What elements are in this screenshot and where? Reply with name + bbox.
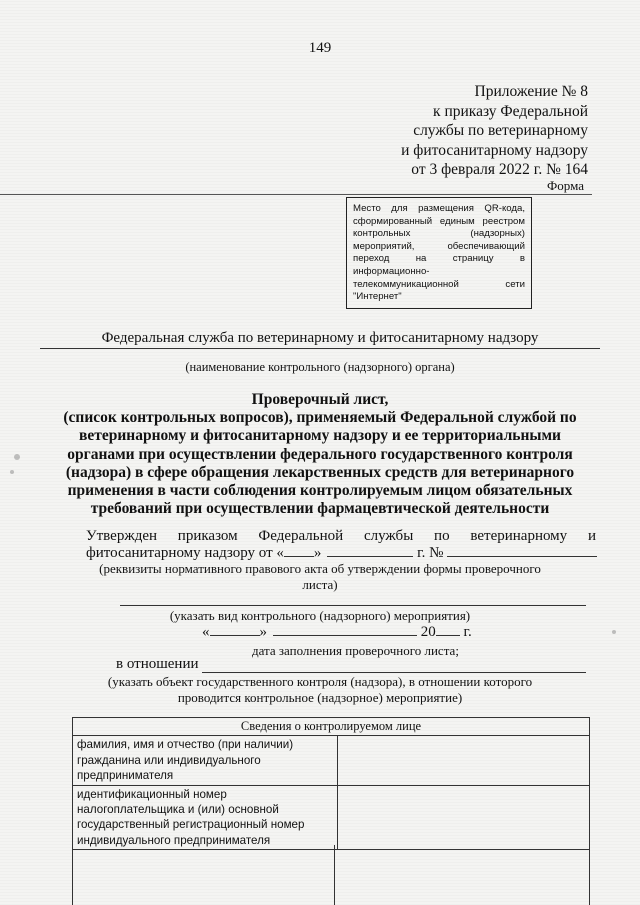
appendix-line: и фитосанитарному надзору	[401, 141, 588, 159]
scan-speck	[10, 470, 14, 474]
day-blank[interactable]	[284, 556, 314, 557]
fill-day-blank[interactable]	[210, 635, 260, 636]
title-line: требований при осуществлении фармацевтической деятельности	[90, 500, 550, 518]
appendix-line: Приложение № 8	[474, 83, 588, 100]
order-number-blank[interactable]	[447, 556, 597, 557]
fill-month-blank[interactable]	[273, 635, 417, 636]
table-header: Сведения о контролируемом лице	[73, 718, 590, 736]
table-row	[73, 736, 590, 785]
row-value[interactable]	[338, 736, 590, 785]
subject-blank[interactable]	[202, 672, 586, 673]
caption-line: (реквизиты нормативного правового акта об утверждении формы проверочного	[99, 561, 541, 576]
quote-close: »	[259, 624, 267, 640]
title-line: применения в части соблюдения контролируемым лицом обязательных	[67, 482, 573, 500]
approval-line-2	[86, 545, 597, 562]
row-label: фамилия, имя и отчество (при наличии) гражданина или индивидуального предпринимателя	[73, 736, 338, 785]
subject-prefix: в отношении	[116, 656, 199, 672]
title-line: органами при осуществлении федерального государственного контроля	[67, 445, 573, 463]
appendix-header	[401, 82, 588, 180]
table-continuation-right	[589, 845, 593, 905]
quote-open: «	[202, 624, 210, 640]
year-suffix: г.	[463, 624, 472, 640]
page-number: 149	[308, 40, 332, 56]
controlled-person-table	[72, 717, 590, 850]
agency-name: Федеральная служба по ветеринарному и фитосанитарному надзору	[101, 330, 539, 346]
table-continuation-mid	[334, 845, 338, 905]
appendix-line: к приказу Федеральной	[433, 102, 588, 120]
approval-line: Утвержден приказом Федеральной службы по ветеринарному и	[86, 528, 596, 544]
subject-caption	[40, 674, 600, 706]
form-label: Форма	[547, 178, 584, 193]
approval-prefix: фитосанитарному надзору от «	[86, 545, 284, 561]
quote-close: »	[313, 545, 322, 561]
approval-caption	[40, 561, 600, 593]
caption-line: листа)	[302, 577, 338, 592]
title-line: ветеринарному и фитосанитарному надзору и ее территориальными	[79, 427, 561, 445]
title-line: (надзора) в сфере обращения лекарственных средств для ветеринарного	[65, 463, 575, 481]
agency-underline	[40, 348, 600, 349]
appendix-line: службы по ветеринарному	[413, 122, 588, 139]
agency-caption: (наименование контрольного (надзорного) органа)	[185, 360, 455, 374]
caption-line: проводится контрольное (надзорное) мероприятие)	[177, 690, 463, 705]
fill-year-blank[interactable]	[436, 635, 460, 636]
table-continuation-left	[72, 845, 76, 905]
year-number-label: г. №	[417, 545, 444, 561]
table-row	[73, 785, 590, 850]
approval-statement	[86, 527, 596, 545]
scan-speck	[612, 630, 616, 634]
appendix-line: от 3 февраля 2022 г. № 164	[411, 161, 588, 178]
event-type-blank[interactable]	[120, 605, 586, 606]
document-title	[40, 391, 600, 518]
title-line: Проверочный лист,	[251, 391, 389, 408]
fill-date-caption: дата заполнения проверочного листа;	[252, 643, 459, 658]
month-blank[interactable]	[327, 556, 413, 557]
century: 20	[420, 624, 436, 640]
form-rule	[0, 194, 592, 195]
row-value[interactable]	[338, 785, 590, 850]
title-line: (список контрольных вопросов), применяемый Федеральной службой по	[63, 409, 577, 427]
caption-line: (указать объект государственного контроля (надзора), в отношении которого	[107, 674, 533, 689]
fill-date-row	[202, 624, 472, 641]
qr-code-placeholder: Место для размещения QR-кода, сформированный единым реестром контрольных (надзорных) мероприятий, обеспечивающий переход на страницу в информационно-телекоммуникационной сети "Интернет"	[346, 197, 532, 309]
row-label: идентификационный номер налогоплательщика и (или) основной государственный регистрационный номер индивидуального предпринимателя	[73, 785, 338, 850]
event-type-caption: (указать вид контрольного (надзорного) мероприятия)	[169, 608, 471, 623]
scan-speck	[14, 454, 20, 460]
